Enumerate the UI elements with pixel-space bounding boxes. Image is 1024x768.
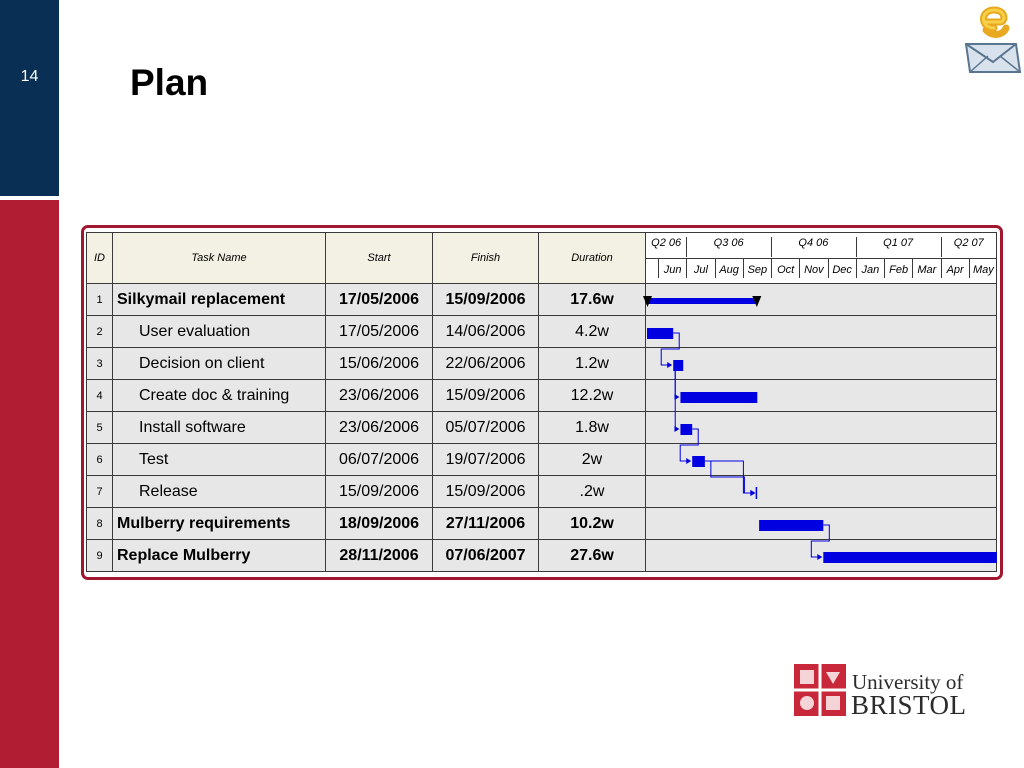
task-start: 17/05/2006 (326, 284, 433, 316)
task-finish: 15/09/2006 (433, 476, 539, 508)
month-label: Jun (658, 259, 686, 278)
task-name: Mulberry requirements (113, 508, 326, 540)
task-start: 17/05/2006 (326, 316, 433, 348)
task-finish: 19/07/2006 (433, 444, 539, 476)
task-timeline-cell (646, 412, 997, 444)
task-duration: 10.2w (539, 508, 646, 540)
task-duration: 27.6w (539, 540, 646, 572)
task-duration: 1.8w (539, 412, 646, 444)
month-label: Mar (912, 259, 940, 278)
quarter-label: Q2 06 (646, 237, 687, 257)
task-finish: 07/06/2007 (433, 540, 539, 572)
task-timeline-cell (646, 476, 997, 508)
header-duration: Duration (539, 233, 646, 284)
month-label: Apr (941, 259, 969, 278)
task-finish: 14/06/2006 (433, 316, 539, 348)
task-timeline-cell (646, 348, 997, 380)
task-start: 06/07/2006 (326, 444, 433, 476)
task-timeline-cell (646, 540, 997, 572)
table-row (87, 476, 997, 508)
task-finish: 27/11/2006 (433, 508, 539, 540)
quarter-label: Q2 07 (953, 237, 984, 249)
quarter-label: Q4 06 (771, 237, 857, 257)
task-finish: 15/09/2006 (433, 380, 539, 412)
task-name: Replace Mulberry (113, 540, 326, 572)
gantt-table (86, 232, 997, 572)
task-id: 3 (87, 348, 113, 380)
task-timeline-cell (646, 284, 997, 316)
task-id: 8 (87, 508, 113, 540)
task-start: 28/11/2006 (326, 540, 433, 572)
task-id: 4 (87, 380, 113, 412)
table-row (87, 284, 997, 316)
slide-title: Plan (130, 62, 209, 103)
task-finish: 15/09/2006 (433, 284, 539, 316)
email-e-icon (960, 6, 1024, 78)
table-row (87, 444, 997, 476)
month-label: Dec (828, 259, 856, 278)
header-task-name: Task Name (113, 233, 326, 284)
task-name: User evaluation (113, 316, 326, 348)
quarter-label: Q1 07 (856, 237, 942, 257)
task-finish: 05/07/2006 (433, 412, 539, 444)
table-row (87, 380, 997, 412)
header-id: ID (87, 233, 113, 284)
header-start: Start (326, 233, 433, 284)
task-start: 18/09/2006 (326, 508, 433, 540)
month-label: Jul (686, 259, 714, 278)
task-name: Decision on client (113, 348, 326, 380)
table-row (87, 348, 997, 380)
task-timeline-cell (646, 508, 997, 540)
task-name: Silkymail replacement (113, 284, 326, 316)
task-finish: 22/06/2006 (433, 348, 539, 380)
task-id: 5 (87, 412, 113, 444)
task-name: Test (113, 444, 326, 476)
task-id: 9 (87, 540, 113, 572)
task-name: Release (113, 476, 326, 508)
task-timeline-cell (646, 380, 997, 412)
task-duration: 4.2w (539, 316, 646, 348)
logo-text-line2: BRISTOL (851, 690, 967, 720)
task-start: 15/09/2006 (326, 476, 433, 508)
header-finish: Finish (433, 233, 539, 284)
table-row (87, 316, 997, 348)
sidebar-red-band (0, 200, 59, 768)
task-name: Create doc & training (113, 380, 326, 412)
table-row (87, 508, 997, 540)
month-label: Nov (799, 259, 827, 278)
task-start: 15/06/2006 (326, 348, 433, 380)
task-start: 23/06/2006 (326, 380, 433, 412)
task-start: 23/06/2006 (326, 412, 433, 444)
timescale-header (646, 233, 997, 283)
month-label: May (969, 259, 997, 278)
month-label: Feb (884, 259, 912, 278)
month-label: Jan (856, 259, 884, 278)
task-duration: 17.6w (539, 284, 646, 316)
task-id: 2 (87, 316, 113, 348)
table-row (87, 412, 997, 444)
sidebar-navy-band (0, 0, 59, 196)
month-label: Sep (743, 259, 771, 278)
task-id: 1 (87, 284, 113, 316)
month-label: Oct (771, 259, 799, 278)
month-label: Aug (715, 259, 743, 278)
task-id: 7 (87, 476, 113, 508)
task-duration: 12.2w (539, 380, 646, 412)
task-name: Install software (113, 412, 326, 444)
task-timeline-cell (646, 444, 997, 476)
slide-number: 14 (20, 68, 39, 85)
task-duration: 2w (539, 444, 646, 476)
logo-text-line1: University of (852, 670, 964, 694)
table-row (87, 540, 997, 572)
task-duration: .2w (539, 476, 646, 508)
task-id: 6 (87, 444, 113, 476)
task-duration: 1.2w (539, 348, 646, 380)
quarter-label: Q3 06 (686, 237, 772, 257)
task-timeline-cell (646, 316, 997, 348)
